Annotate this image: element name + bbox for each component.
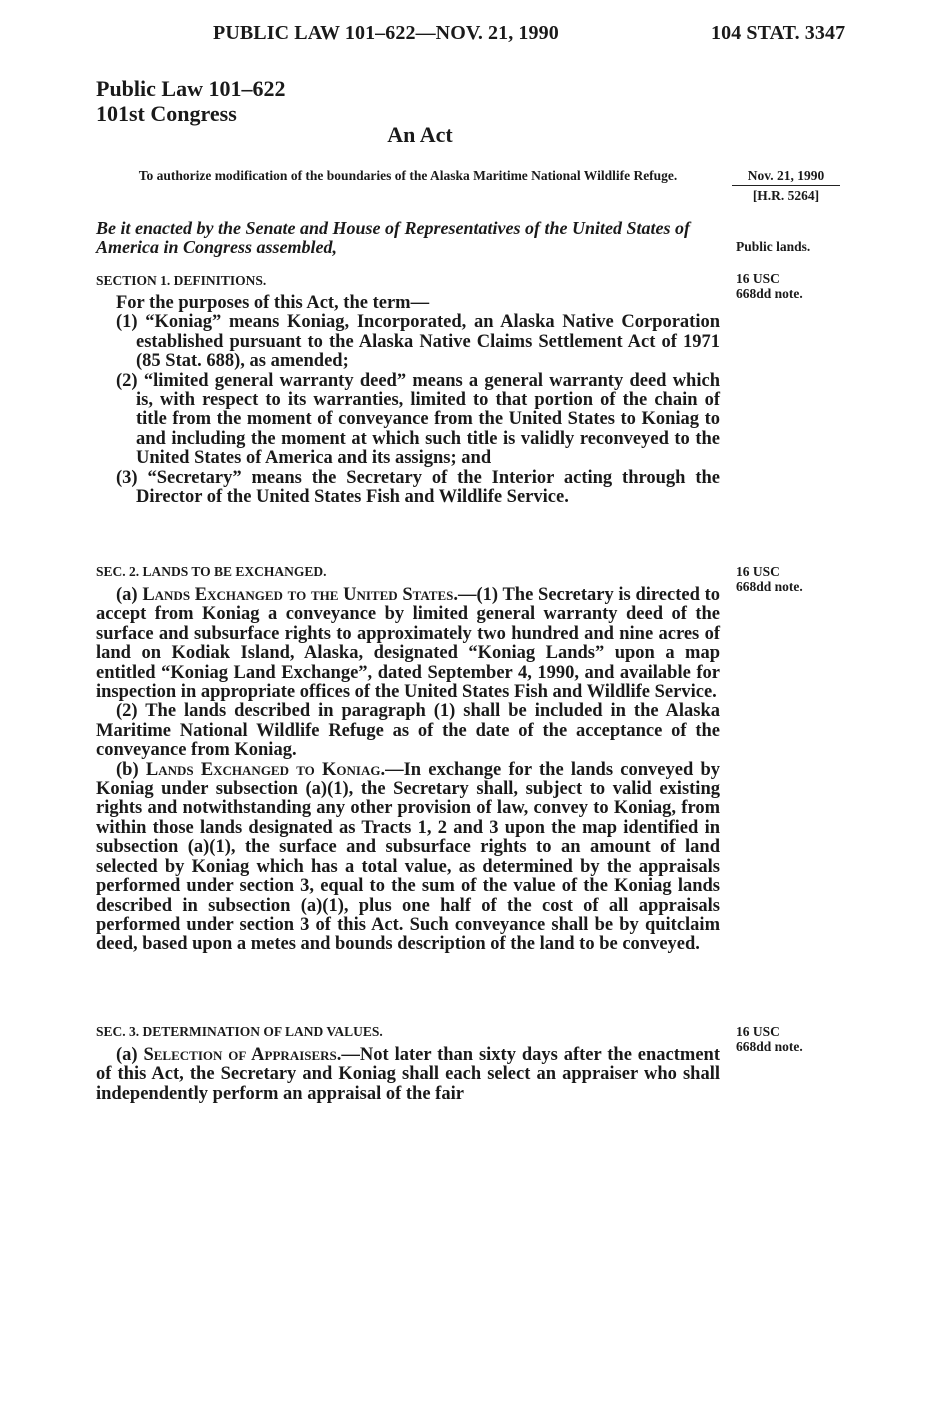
margin-note-public-lands: Public lands. <box>736 239 811 254</box>
enactment-date-block <box>732 168 840 204</box>
law-identification <box>96 76 285 126</box>
section-3-heading: SEC. 3. DETERMINATION OF LAND VALUES. <box>96 1024 383 1039</box>
section-3-body <box>96 1046 720 1104</box>
public-law-number: Public Law 101–622 <box>96 76 286 101</box>
margin-note-usc-2: 16 USC 668dd note. <box>736 564 803 594</box>
section-1-intro: For the purposes of this Act, the term— <box>116 293 430 313</box>
margin-note-usc-1: 16 USC 668dd note. <box>736 271 803 301</box>
section-1-body <box>96 294 720 507</box>
subsection-label: (a) <box>116 1045 138 1065</box>
congress-number: 101st Congress <box>96 101 237 126</box>
subsection-caption: Lands Exchanged to Koniag <box>145 759 381 780</box>
section-2-heading: SEC. 2. LANDS TO BE EXCHANGED. <box>96 564 327 579</box>
enacting-clause: Be it enacted by the Senate and House of Representatives of the United States of America in Congress assembled, <box>96 218 690 257</box>
bill-number: [H.R. 5264] <box>752 188 820 203</box>
subsection-text: .—In exchange for the lands conveyed by Koniag under subsection (a)(1), the Secretary shall, subject to valid existing rights and notwithstanding any other provision of law, convey to Koniag, from within those lands designated as Tracts 1, 2 and 3 upon the map identified in subsection (a)(1), the surface and subsurface rights to an amount of land selected by Koniag which has a total value, as determined by the appraisals performed under section 3, equal to the sum of the value of the Koniag lands described in subsection (a)(1), plus one half of the cost of all appraisals performed under section 3 of this Act. Such conveyance shall be by quitclaim deed, based upon a metes and bounds description of the land to be conveyed. <box>96 759 721 955</box>
definition-koniag: (1) “Koniag” means Koniag, Incorporated, an Alaska Native Corporation established pursuant to the Alaska Native Claims Settlement Act of 1971 (85 Stat. 688), as amended; <box>116 312 720 372</box>
subsection-label: (a) <box>116 585 138 605</box>
subsection-caption: Lands Exchanged to the United States <box>142 585 454 605</box>
subsection-text: .—(1) The Secretary is directed to accept from Koniag a conveyance by limited general warranty deed of the surface and subsurface rights to approximately two hundred and nine acres of land on Kodiak Island, Alaska, designated “Koniag Lands” upon a map entitled “Koniag Land Exchange”, dated September 4, 1990, and available for inspection in appropriate offices of the United States Fish and Wildlife Service. <box>96 585 721 703</box>
section-3-subsection-a <box>96 1046 720 1104</box>
subsection-label: (b) <box>116 759 139 780</box>
section-2-subsection-b <box>96 761 720 955</box>
act-title: An Act <box>387 122 453 147</box>
section-1-heading: SECTION 1. DEFINITIONS. <box>96 273 267 288</box>
running-header-title: PUBLIC LAW 101–622—NOV. 21, 1990 <box>213 22 559 44</box>
section-2-subsection-a <box>96 586 720 702</box>
subsection-text: .—Not later than sixty days after the enactment of this Act, the Secretary and Koniag shall each select an appraiser who shall independently perform an appraisal of the fair <box>96 1045 721 1104</box>
enactment-date: Nov. 21, 1990 <box>732 168 840 186</box>
running-header-page-ref: 104 STAT. 3347 <box>711 22 846 44</box>
subsection-caption: Selection of Appraisers <box>143 1045 337 1065</box>
act-purpose: To authorize modification of the boundaries of the Alaska Maritime National Wildlife Refuge. <box>138 168 678 183</box>
margin-note-usc-3: 16 USC 668dd note. <box>736 1024 803 1054</box>
definition-secretary: (3) “Secretary” means the Secretary of the Interior acting through the Director of the United States Fish and Wildlife Service. <box>116 467 720 508</box>
section-2-body <box>96 586 720 955</box>
definition-warranty-deed: (2) “limited general warranty deed” means a general warranty deed which is, with respect to its warranties, limited to that portion of the chain of title from the moment of conveyance from the United States to Koniag to and including the moment at which such title is validly reconveyed to the United States of America and its assigns; and <box>116 370 720 469</box>
section-2-paragraph-a2: (2) The lands described in paragraph (1) shall be included in the Alaska Maritime National Wildlife Refuge as of the date of the acceptance of the conveyance from Koniag. <box>96 701 720 761</box>
